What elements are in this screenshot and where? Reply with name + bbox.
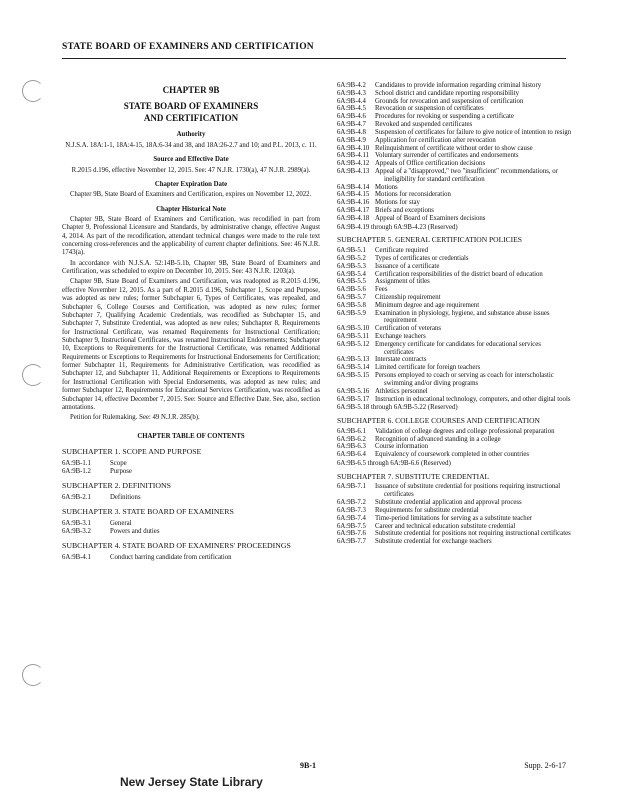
- section-number: 6A:9B-4.13: [337, 167, 370, 175]
- section-number: 6A:9B-5.16: [337, 387, 370, 395]
- section-title: Course information: [375, 443, 429, 451]
- section-title: Assignment of titles: [375, 278, 430, 286]
- section-number: 6A:9B-4.7: [337, 121, 366, 129]
- chapter-title: [62, 101, 320, 124]
- toc-entry: [337, 152, 572, 160]
- section-number: 6A:9B-4.8: [337, 128, 366, 136]
- section-number: 6A:9B-5.2: [337, 254, 366, 262]
- section-number: 6A:9B-7.2: [337, 499, 366, 507]
- subchapter-title: SUBCHAPTER 6. COLLEGE COURSES AND CERTIFICATION: [337, 416, 540, 426]
- toc-entry: [62, 494, 320, 502]
- toc-entry: [337, 372, 572, 388]
- section-number: 6A:9B-6.3: [337, 443, 366, 451]
- section-title: Scope: [110, 459, 127, 467]
- toc-right-top: [337, 82, 572, 223]
- section-title: Revocation or suspension of certificates: [375, 105, 484, 113]
- toc-entry: [337, 396, 572, 404]
- toc-entry: [337, 278, 572, 286]
- section-number: 6A:9B-5.1: [337, 247, 366, 255]
- section-number: 6A:9B-4.1: [62, 554, 91, 562]
- toc-entry: [337, 137, 572, 145]
- toc-entry: [337, 105, 572, 113]
- section-title: Interstate contracts: [375, 356, 427, 364]
- toc-left: [62, 447, 320, 562]
- toc-entry: [337, 263, 572, 271]
- petition-note: Petition for Rulemaking. See: 49 N.J.R. 285(b).: [70, 414, 200, 422]
- punch-hole: [22, 664, 44, 686]
- toc-entry: [337, 255, 572, 263]
- toc-heading: CHAPTER TABLE OF CONTENTS: [137, 432, 245, 440]
- section-number: 6A:9B-5.9: [337, 309, 366, 317]
- running-head: STATE BOARD OF EXAMINERS AND CERTIFICATION: [62, 42, 314, 52]
- section-title: Examination in physiology, hygiene, and substance abuse issues requirement: [375, 309, 550, 325]
- toc-entry: [337, 247, 572, 255]
- section-number: 6A:9B-4.11: [337, 152, 370, 160]
- section-title: School district and candidate reporting responsibility: [375, 89, 520, 97]
- section-title: Appeals of Office certification decisions: [375, 160, 486, 168]
- toc-entry: [337, 388, 572, 396]
- toc-entry: [62, 528, 320, 536]
- section-title: Athletics personnel: [375, 387, 428, 395]
- section-number: 6A:9B-3.1: [62, 519, 91, 527]
- toc-entry: [337, 302, 572, 310]
- section-title: Substitute credential for positions not requiring instructional certificates: [375, 530, 571, 538]
- section-number: 6A:9B-5.8: [337, 301, 366, 309]
- chapter-number: CHAPTER 9B: [162, 85, 220, 95]
- toc-entry: [337, 499, 572, 507]
- section-title: Emergency certificate for candidates for educational services certificates: [375, 340, 541, 356]
- toc-entry: [337, 191, 572, 199]
- subchapter-title: SUBCHAPTER 1. SCOPE AND PURPOSE: [62, 446, 202, 456]
- section-number: 6A:9B-6.4: [337, 451, 366, 459]
- section-number: 6A:9B-5.4: [337, 270, 366, 278]
- section-title: Appeal of Board of Examiners decisions: [375, 214, 486, 222]
- toc-entry: [337, 294, 572, 302]
- section-title: Minimum degree and age requirement: [375, 301, 480, 309]
- toc-entry: [337, 113, 572, 121]
- authority-text: N.J.S.A. 18A:1-1, 18A:4-15, 18A:6-34 and 38, and 18A:26-2.7 and 10; and P.L. 2013, c. 11.: [65, 141, 317, 149]
- toc-entry: [337, 160, 572, 168]
- punch-hole: [22, 364, 44, 386]
- subchapter-title: SUBCHAPTER 3. STATE BOARD OF EXAMINERS: [62, 507, 234, 517]
- toc-entry: [337, 333, 572, 341]
- toc-entry: [337, 286, 572, 294]
- section-title: Suspension of certificates for failure to give notice of intention to resign: [375, 128, 572, 136]
- section-title: Fees: [375, 286, 388, 294]
- section-number: 6A:9B-4.12: [337, 160, 370, 168]
- subchapter-title: SUBCHAPTER 4. STATE BOARD OF EXAMINERS' PROCEEDINGS: [62, 541, 291, 551]
- section-number: 6A:9B-7.5: [337, 522, 366, 530]
- section-number: 6A:9B-5.14: [337, 364, 370, 372]
- section-number: 6A:9B-4.16: [337, 199, 370, 207]
- toc-entry: [337, 443, 572, 451]
- punch-hole: [22, 80, 44, 102]
- subchapter-title: SUBCHAPTER 2. DEFINITIONS: [62, 481, 171, 491]
- right-column: [337, 82, 572, 546]
- section-number: 6A:9B-5.11: [337, 333, 370, 340]
- toc-entry: [62, 554, 320, 562]
- section-title: Revoked and suspended certificates: [375, 121, 473, 129]
- library-stamp: New Jersey State Library: [120, 775, 263, 789]
- section-title: Requirements for substitute credential: [375, 506, 479, 514]
- toc-entry: [337, 515, 572, 523]
- section-title: Career and technical education substitute credential: [375, 522, 516, 530]
- toc-entry: [337, 215, 572, 223]
- section-number: 6A:9B-6.1: [337, 427, 366, 435]
- section-number: 6A:9B-5.5: [337, 278, 366, 286]
- section-title: Grounds for revocation and suspension of certification: [375, 97, 524, 105]
- section-title: Briefs and exceptions: [375, 207, 434, 214]
- chapter-title-line2: AND CERTIFICATION: [143, 112, 239, 123]
- section-number: 6A:9B-4.2: [337, 82, 366, 89]
- section-number: 6A:9B-5.3: [337, 262, 366, 270]
- section-number: 6A:9B-7.3: [337, 506, 366, 514]
- source-text: R.2015 d.196, effective November 12, 2015. See: 47 N.J.R. 1730(a), 47 N.J.R. 2989(a).: [71, 166, 311, 174]
- section-title: Purpose: [110, 467, 132, 475]
- toc-right: [337, 236, 572, 546]
- section-title: Certification of veterans: [375, 325, 442, 333]
- section-title: Conduct barring candidate from certification: [110, 554, 232, 562]
- section-number: 6A:9B-4.18: [337, 214, 370, 222]
- section-number: 6A:9B-2.1: [62, 493, 91, 501]
- section-number: 6A:9B-6.2: [337, 435, 366, 443]
- toc-entry: [62, 460, 320, 468]
- section-title: Powers and duties: [110, 528, 160, 536]
- section-title: Appeal of a "disapproved," two "insufficient" recommendations, or ineligibility for standard certification: [375, 167, 558, 183]
- section-title: Motions for reconsideration: [375, 191, 451, 199]
- section-number: 6A:9B-5.13: [337, 356, 370, 364]
- expiration-heading: Chapter Expiration Date: [154, 180, 228, 188]
- toc-entry: [337, 207, 572, 215]
- toc-entry: [337, 451, 572, 459]
- history-paragraph: Chapter 9B, State Board of Examiners and Certification, was readopted as R.2015 d.196, effective November 12, 2015. As a part of R.2015 d.196, Subchapter 1, Scope and Purpose, was adopted as new rules; former Subchapter 6, Types of Certificates, was repealed, and Subchapter 6, College Courses and Certification, was adopted as new rules; former Subchapter 7, Qualifying Academic Credentials, was recodified as Subchapter 15, and Subchapter 7, Substitute Credential, was adopted as new rules; Subchapter 8, Requirements for Instructional Certificate, was renamed Requirements for Instructional Certification; Subchapter 9, Instructional Certificates, was renamed Instructional Endorsements; Subchapter 10, Exceptions to Requirements for the Instructional Certificate, was renamed Additional Requirements or Exceptions to Requirements for Instructional Endorsements for Certification; former Subchapter 11, Requirements for Administrative Certification, was recodified as Subchapter 12, and Subchapter 11, Additional Requirements or Exceptions to Requirements for Instructional Certification with Special Endorsements, was adopted as new rules; and former Subchapter 12, Requirements for Educational Services Certification, was recodified as Subchapter 14, effective December 7, 2015. See: Source and Effective Date. See, also, section annotations.: [62, 278, 320, 411]
- section-title: Procedures for revoking or suspending a certificate: [375, 113, 514, 121]
- toc-entry: [337, 129, 572, 137]
- section-number: 6A:9B-4.10: [337, 144, 370, 152]
- section-title: Persons employed to coach or serving as coach for interscholastic swimming and/or diving programs: [375, 372, 554, 387]
- section-title: Certificate required: [375, 247, 429, 255]
- toc-entry: [337, 523, 572, 531]
- left-column: [62, 82, 320, 562]
- toc-entry: [337, 325, 572, 333]
- section-number: 6A:9B-4.14: [337, 183, 370, 191]
- toc-entry: [337, 82, 572, 90]
- section-title: Issuance of substitute credential for positions requiring instructional certificates: [375, 483, 561, 499]
- toc-entry: [337, 538, 572, 546]
- toc-entry: [337, 90, 572, 98]
- section-number: 6A:9B-5.17: [337, 395, 370, 403]
- section-title: Recognition of advanced standing in a college: [375, 435, 501, 443]
- toc-entry: [337, 341, 572, 357]
- toc-entry: [337, 483, 572, 499]
- section-title: Relinquishment of certificate without order to show cause: [375, 144, 533, 152]
- toc-entry: [337, 428, 572, 436]
- section-title: Issuance of a certificate: [375, 262, 440, 270]
- toc-entry: [337, 530, 572, 538]
- section-number: 6A:9B-4.17: [337, 207, 370, 214]
- toc-entry: [62, 468, 320, 476]
- section-number: 6A:9B-4.15: [337, 191, 370, 199]
- section-number: 6A:9B-1.1: [62, 459, 91, 467]
- history-heading: Chapter Historical Note: [156, 205, 226, 213]
- section-title: Candidates to provide information regarding criminal history: [375, 82, 542, 89]
- toc-entry: [337, 356, 572, 364]
- subchapter-title: SUBCHAPTER 7. SUBSTITUTE CREDENTIAL: [337, 471, 490, 481]
- section-number: 6A:9B-4.6: [337, 113, 366, 121]
- toc-entry: [337, 199, 572, 207]
- reserved-range: 6A:9B-6.5 through 6A:9B-6.6 (Reserved): [337, 460, 451, 467]
- section-number: 6A:9B-4.4: [337, 97, 366, 105]
- section-title: Equivalency of coursework completed in other countries: [375, 451, 530, 459]
- section-title: Substitute credential for exchange teachers: [375, 538, 492, 546]
- toc-entry: [337, 145, 572, 153]
- section-title: Types of certificates or credentials: [375, 254, 469, 262]
- section-title: Definitions: [110, 493, 141, 501]
- section-title: Voluntary surrender of certificates and endorsements: [375, 152, 519, 160]
- toc-entry: [337, 436, 572, 444]
- section-number: 6A:9B-5.12: [337, 340, 370, 348]
- section-title: Substitute credential application and approval process: [375, 499, 522, 507]
- subchapter-title: SUBCHAPTER 5. GENERAL CERTIFICATION POLICIES: [337, 235, 522, 245]
- toc-entry: [337, 184, 572, 192]
- section-title: Certification responsibilities of the district board of education: [375, 270, 543, 278]
- section-number: 6A:9B-5.10: [337, 325, 370, 333]
- toc-entry: [337, 121, 572, 129]
- history-paragraph: Chapter 9B, State Board of Examiners and Certification, was recodified in part from Chapter 9, Professional Licensure and Standards, by administrative change, effective August 4, 2014. As part of the recodification, attendant technical changes were made to the rule text concerning cross-references and the applicability of current chapter definitions. See: 46 N.J.R. 1743(a).: [62, 215, 320, 257]
- toc-entry: [337, 310, 572, 326]
- reserved-range: 6A:9B-4.19 through 6A:9B-4.23 (Reserved): [337, 223, 458, 231]
- toc-entry: [337, 507, 572, 515]
- section-title: Application for certification after revocation: [375, 136, 496, 144]
- section-title: Motions: [375, 183, 398, 191]
- section-number: 6A:9B-4.9: [337, 136, 366, 144]
- section-number: 6A:9B-7.1: [337, 483, 366, 491]
- section-number: 6A:9B-5.15: [337, 372, 370, 380]
- toc-entry: [62, 520, 320, 528]
- section-number: 6A:9B-5.7: [337, 293, 366, 301]
- section-number: 6A:9B-7.6: [337, 530, 366, 538]
- authority-heading: Authority: [176, 131, 206, 139]
- section-number: 6A:9B-4.5: [337, 105, 366, 113]
- toc-entry: [337, 271, 572, 279]
- section-number: 6A:9B-4.3: [337, 89, 366, 97]
- source-heading: Source and Effective Date: [153, 156, 229, 164]
- section-title: Validation of college degrees and college professional preparation: [375, 427, 555, 435]
- section-title: Limited certificate for foreign teachers: [375, 364, 481, 372]
- section-number: 6A:9B-7.4: [337, 514, 366, 522]
- section-title: Motions for stay: [375, 199, 420, 207]
- toc-entry: [337, 98, 572, 106]
- supplement-date: Supp. 2-6-17: [524, 761, 566, 770]
- section-number: 6A:9B-5.6: [337, 286, 366, 294]
- page-id: 9B-1: [300, 761, 316, 770]
- expiration-text: Chapter 9B, State Board of Examiners and Certification, expires on November 12, 2022.: [70, 191, 312, 199]
- section-title: General: [110, 519, 132, 527]
- history-paragraph: In accordance with N.J.S.A. 52:14B-5.1b, Chapter 9B, State Board of Examiners and Certification, was scheduled to expire on December 10, 2015. See: 43 N.J.R. 1203(a).: [62, 259, 320, 276]
- toc-entry: [337, 168, 572, 184]
- section-title: Exchange teachers: [375, 333, 426, 340]
- section-title: Citizenship requirement: [375, 293, 441, 301]
- chapter-title-line1: STATE BOARD OF EXAMINERS: [123, 101, 259, 112]
- reserved-range: 6A:9B-5.18 through 6A:9B-5.22 (Reserved): [337, 404, 458, 412]
- section-number: 6A:9B-3.2: [62, 528, 91, 536]
- section-number: 6A:9B-1.2: [62, 467, 91, 475]
- section-number: 6A:9B-7.7: [337, 538, 366, 546]
- toc-entry: [337, 364, 572, 372]
- section-title: Time-period limitations for serving as a substitute teacher: [375, 514, 532, 522]
- header-rule: [62, 58, 566, 59]
- section-title: Instruction in educational technology, computers, and other digital tools: [375, 395, 571, 403]
